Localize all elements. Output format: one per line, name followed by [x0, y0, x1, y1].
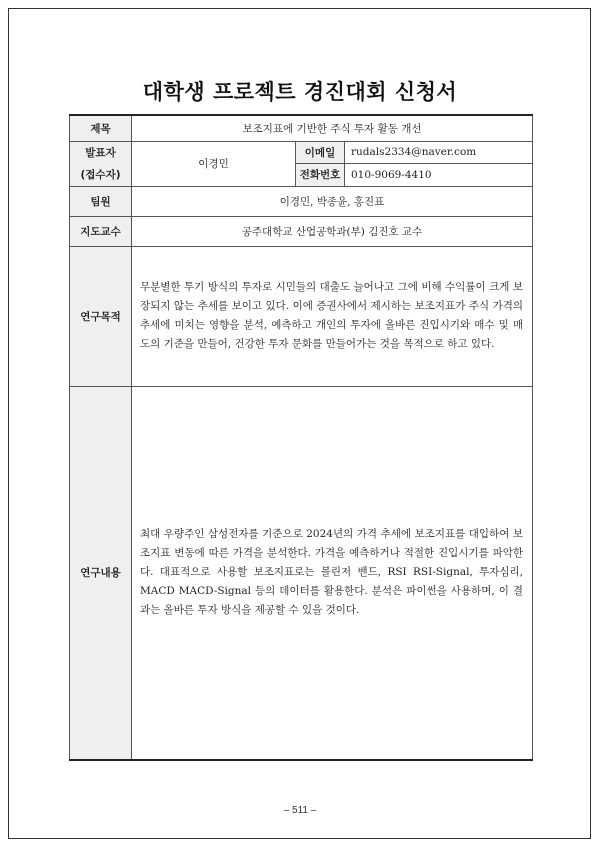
presenter-value: 이경민 [132, 141, 296, 186]
page-title: 대학생 프로젝트 경진대회 신청서 [142, 80, 458, 104]
content-row [70, 386, 533, 760]
team-label: 팀원 [70, 186, 132, 216]
purpose-row [70, 246, 533, 386]
presenter-label [70, 141, 132, 186]
presenter-row-1 [70, 141, 533, 164]
presenter-label-line1: 발표자 [85, 146, 116, 159]
email-value: rudals2334@naver.com [345, 141, 533, 164]
team-row [70, 186, 533, 216]
team-value: 이경민, 박종윤, 홍진표 [132, 186, 533, 216]
content-text: 최대 우량주인 삼성전자를 기준으로 2024년의 가격 추세에 보조지표를 대입하여 보조지표 변동에 따른 가격을 분석한다. 가격을 예측하거나 적절한 진입시기를 파악한다. 대표적으로 사용할 보조지표로는 볼린저 밴드, RSI RSI-Signal, 투자심리, MACD MACD-Signal 등의 데이터를 활용한다. 분석은 파이썬을 사용하며, 이 결과는 올바른 투자 방식을 제공할 수 있을 것이다. [140, 528, 524, 617]
purpose-text: 무분별한 투기 방식의 투자로 시민들의 대출도 늘어나고 그에 비해 수익률이 크게 보장되지 않는 추세를 보이고 있다. 이에 증권사에서 제시하는 보조지표가 주식 가격의 추세에 미치는 영향을 분석, 예측하고 개인의 투자에 올바른 진입시기와 매수 및 매도의 기준을 만들어, 건강한 투자 문화를 만들어가는 것을 목적으로 하고 있다. [140, 281, 524, 350]
phone-value: 010-9069-4410 [345, 164, 533, 187]
phone-label: 전화번호 [296, 164, 345, 187]
content-label: 연구내용 [70, 386, 132, 760]
purpose-cell [132, 246, 533, 386]
presenter-label-line2: (접수자) [80, 168, 121, 181]
page-number: – 511 – [283, 805, 317, 816]
advisor-row [70, 216, 533, 246]
subject-value: 보조지표에 기반한 주식 투자 활동 개선 [132, 115, 533, 141]
advisor-value: 공주대학교 산업공학과(부) 김진호 교수 [132, 216, 533, 246]
content-cell [132, 386, 533, 760]
purpose-label: 연구목적 [70, 246, 132, 386]
subject-label: 제목 [70, 115, 132, 141]
email-label: 이메일 [296, 141, 345, 164]
subject-row [70, 115, 533, 141]
advisor-label: 지도교수 [70, 216, 132, 246]
application-form-table [69, 114, 533, 761]
